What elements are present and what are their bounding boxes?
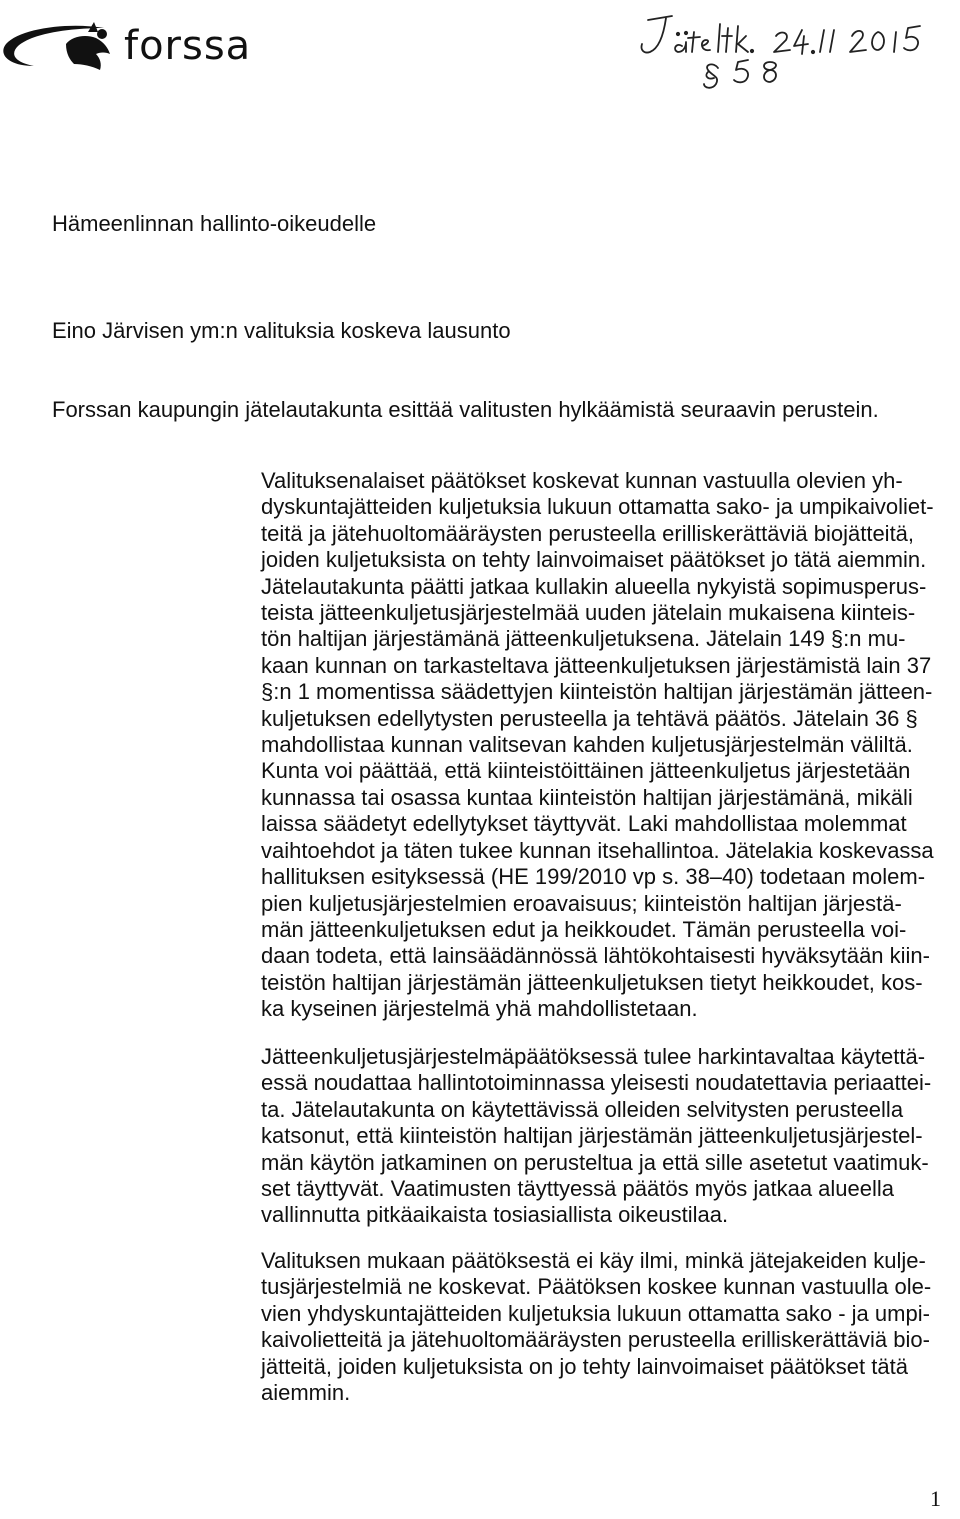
paragraph-line: ta. Jätelautakunta on käytettävissä olleiden selvitysten perusteella (261, 1096, 904, 1122)
paragraph-line: joiden kuljetuksista on tehty lainvoimaiset päätökset jo tätä aiemmin. (261, 547, 927, 573)
paragraph-line: dyskuntajätteiden kuljetuksia lukuun ottamatta sako- ja umpikaivoliet- (261, 494, 934, 520)
paragraph-line: pien kuljetusjärjestelmien eroavaisuus; kiinteistön haltijan järjestä- (261, 890, 902, 916)
paragraph-line: essä noudattaa hallintotoiminnassa yleisesti noudatettavia periaattei- (261, 1070, 932, 1096)
paragraph-line: teista jätteenkuljetusjärjestelmää uuden jätelain mukaisena kiinteis- (261, 600, 916, 626)
paragraph-line: Valituksen mukaan päätöksestä ei käy ilmi, minkä jätejakeiden kulje- (261, 1248, 926, 1273)
paragraph-line: kuljetuksen edellytysten perusteella ja tehtävä päätös. Jätelain 36 § (261, 705, 918, 731)
logo-text: forssa (124, 23, 252, 69)
page-number: 1 (930, 1486, 941, 1511)
paragraph-line: vallinnutta pitkäaikaista tosiasiallista oikeustilaa. (261, 1202, 729, 1228)
body-paragraph-2 (261, 1044, 960, 1229)
paragraph-line: ka kyseinen järjestelmä yhä mahdollistetaan. (261, 996, 698, 1022)
paragraph-line: mahdollistaa kunnan valitsevan kahden kuljetusjärjestelmän väliltä. (261, 732, 913, 758)
paragraph-line: aiemmin. (261, 1380, 351, 1406)
handwritten-annotation-strokes (620, 6, 960, 94)
body-paragraph-3 (261, 1248, 960, 1406)
paragraph-line: vaihtoehdot ja täten tukee kunnan itsehallintoa. Jätelakia koskevassa (261, 837, 934, 863)
addressee: Hämeenlinnan hallinto-oikeudelle (52, 211, 377, 236)
paragraph-line: Jätelautakunta päätti jatkaa kullakin alueella nykyistä sopimusperus- (261, 573, 927, 599)
paragraph-line: set täyttyvät. Vaatimusten täyttyessä päätös myös jatkaa alueella (261, 1176, 895, 1202)
paragraph-line: män jätteenkuljetuksen edut ja heikkoudet. Tämän perusteella voi- (261, 916, 907, 942)
paragraph-line: jätteitä, joiden kuljetuksista on jo tehty lainvoimaiset päätökset tätä (261, 1353, 908, 1379)
document-subject: Eino Järvisen ym:n valituksia koskeva lausunto (52, 318, 511, 343)
paragraph-line: tön haltijan järjestämänä jätteenkuljetuksena. Jätelain 149 §:n mu- (261, 626, 906, 652)
paragraph-line: kaivolietteitä ja jätehuoltomääräysten perusteella erilliskerättäviä bio- (261, 1327, 930, 1353)
paragraph-line: män käytön jatkaminen on perusteltua ja että sille asetetut vaatimuk- (261, 1149, 929, 1175)
paragraph-line: §:n 1 momentissa säädettyjen kiinteistön haltijan järjestämän jätteen- (261, 679, 933, 705)
forssa-logo (0, 18, 251, 74)
intro-paragraph: Forssan kaupungin jätelautakunta esittää valitusten hylkäämistä seuraavin perustein. (52, 397, 879, 422)
paragraph-line: vien yhdyskuntajätteiden kuljetuksia lukuun ottamatta sako - ja umpi- (261, 1300, 930, 1326)
paragraph-line: kunnassa tai osassa kuntaa kiinteistön haltijan järjestämänä, mikäli (261, 784, 913, 810)
paragraph-line: daan todeta, että lainsäädännössä lähtökohtaisesti hyväksytään kiin- (261, 943, 930, 969)
paragraph-line: katsonut, että kiinteistön haltijan järjestämän jätteenkuljetusjärjestel- (261, 1123, 923, 1149)
forssa-logo-emblem-icon (0, 18, 120, 74)
paragraph-line: kaan kunnan on tarkasteltava jätteenkuljetuksen järjestämistä lain 37 (261, 652, 932, 678)
paragraph-line: Valituksenalaiset päätökset koskevat kunnan vastuulla olevien yh- (261, 468, 903, 493)
paragraph-line: hallituksen esityksessä (HE 199/2010 vp s. 38–40) todetaan molem- (261, 864, 926, 890)
paragraph-line: Kunta voi päättää, että kiinteistöittäinen jätteenkuljetus järjestetään (261, 758, 911, 784)
body-paragraph-1 (261, 468, 960, 1023)
paragraph-line: tusjärjestelmiä ne koskevat. Päätöksen koskee kunnan vastuulla ole- (261, 1274, 932, 1300)
paragraph-line: teistön haltijan järjestämän jätteenkuljetuksen tietyt heikkoudet, kos- (261, 969, 923, 995)
paragraph-line: teitä ja jätehuoltomääräysten perusteella erilliskerättäviä biojätteitä, (261, 520, 915, 546)
paragraph-line: laissa säädetyt edellytykset täyttyvät. Laki mahdollistaa molemmat (261, 811, 907, 837)
paragraph-line: Jätteenkuljetusjärjestelmäpäätöksessä tulee harkintavaltaa käytettä- (261, 1044, 926, 1069)
handwritten-annotation (620, 6, 960, 94)
